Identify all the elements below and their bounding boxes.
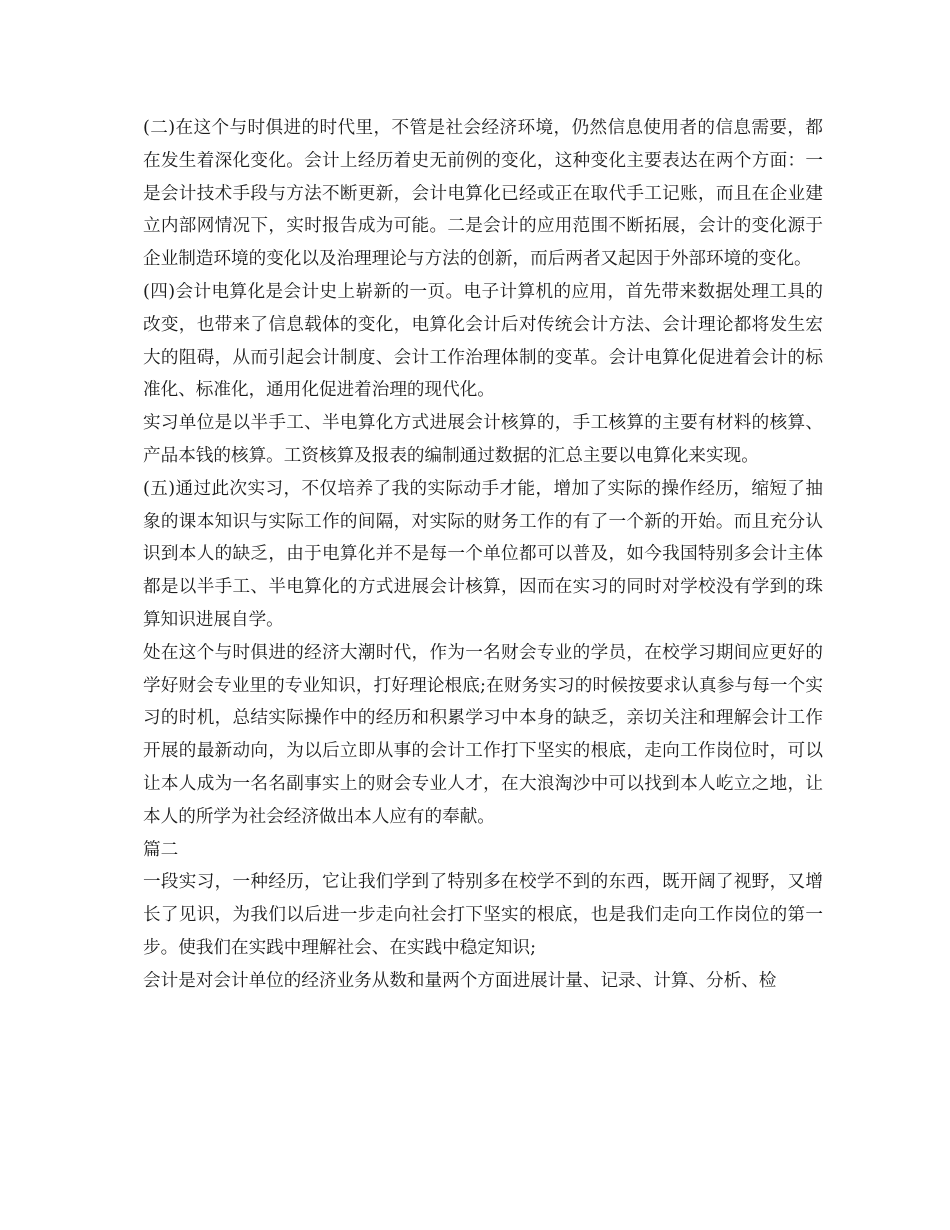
paragraph-2: (二)在这个与时俱进的时代里，不管是社会经济环境，仍然信息使用者的信息需要，都在发生着深化变化。会计上经历着史无前例的变化，这种变化主要表达在两个方面：一是会计技术手段与方法不断更新，会计电算化已经或正在取代手工记账，而且在企业建立内部网情况下，实时报告成为可能。二是会计的应用范围不断拓展，会计的变化源于企业制造环境的变化以及治理理论与方法的创新，而后两者又起因于外部环境的变化。 <box>143 118 823 270</box>
document-body <box>143 112 823 998</box>
paragraph-practice-unit: 实习单位是以半手工、半电算化方式进展会计核算的，手工核算的主要有材料的核算、产品本钱的核算。工资核算及报表的编制通过数据的汇总主要以电算化来实现。 <box>143 413 823 466</box>
paragraph-era: 处在这个与时俱进的经济大潮时代，作为一名财会专业的学员，在校学习期间应更好的学好财会专业里的专业知识，打好理论根底;在财务实习的时候按要求认真参与每一个实习的时机，总结实际操作中的经历和积累学习中本身的缺乏，亲切关注和理解会计工作开展的最新动向，为以后立即从事的会计工作打下坚实的根底，走向工作岗位时，可以让本人成为一名名副事实上的财会专业人才，在大浪淘沙中可以找到本人屹立之地，让本人的所学为社会经济做出本人应有的奉献。 <box>143 642 823 827</box>
paragraph-5: (五)通过此次实习，不仅培养了我的实际动手才能，增加了实际的操作经历，缩短了抽象的课本知识与实际工作的间隔，对实际的财务工作的有了一个新的开始。而且充分认识到本人的缺乏，由于电算化并不是每一个单位都可以普及，如今我国特别多会计主体都是以半手工、半电算化的方式进展会计核算，因而在实习的同时对学校没有学到的珠算知识进展自学。 <box>143 478 823 630</box>
paragraph-internship: 一段实习，一种经历，它让我们学到了特别多在校学不到的东西，既开阔了视野，又增长了见识，为我们以后进一步走向社会打下坚实的根底，也是我们走向工作岗位的第一步。使我们在实践中理解社会、在实践中稳定知识; <box>143 872 823 958</box>
section-heading-part-two: 篇二 <box>143 839 179 860</box>
paragraph-4: (四)会计电算化是会计史上崭新的一页。电子计算机的应用，首先带来数据处理工具的改变，也带来了信息载体的变化，电算化会计后对传统会计方法、会计理论都将发生宏大的阻碍，从而引起会计制度、会计工作治理体制的变革。会计电算化促进着会计的标准化、标准化，通用化促进着治理的现代化。 <box>143 281 823 401</box>
paragraph-accounting-definition: 会计是对会计单位的经济业务从数和量两个方面进展计量、记录、计算、分析、检 <box>143 970 777 991</box>
